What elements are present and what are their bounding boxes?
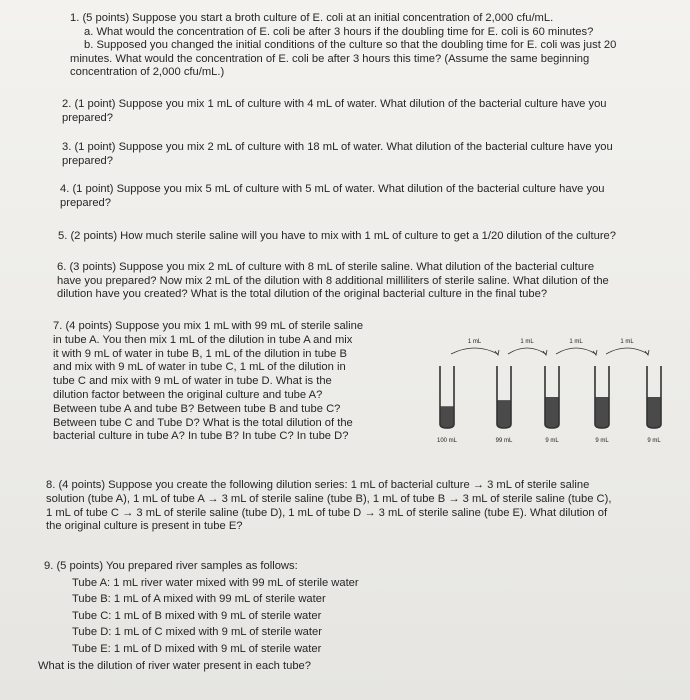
transfer-arrow-2	[508, 339, 547, 355]
q6-line3: dilution have you created? What is the total dilution of the original bacterial culture in the final tube?	[57, 288, 548, 301]
tube-liquid	[545, 397, 559, 428]
q7-line8: Between tube C and Tube D? What is the total dilution of the	[53, 416, 353, 429]
q2-line1: 2. (1 point) Suppose you mix 1 mL of culture with 4 mL of water. What dilution of the bacterial culture have you	[62, 98, 607, 110]
q7-line6: dilution factor between the original culture and tube A?	[53, 388, 323, 401]
q8-line2: solution (tube A), 1 mL of tube A → 3 mL of sterile saline (tube B), 1 mL of tube B → 3 mL of sterile saline (tube C),	[46, 492, 612, 505]
tube-5	[647, 366, 661, 444]
q8-line1: 8. (4 points) Suppose you create the following dilution series: 1 mL of bacterial culture → 3 mL of sterile saline	[46, 479, 590, 491]
tube-volume-label: 100 mL	[436, 438, 458, 444]
question-9	[38, 558, 359, 674]
arrow-curve	[451, 348, 498, 354]
question-2	[62, 98, 607, 125]
q7-line5: tube C and mix with 9 mL of water in tube D. What is the	[53, 375, 332, 388]
question-4	[60, 183, 605, 210]
q7-line2: in tube A. You then mix 1 mL of the dilution in tube A and mix	[53, 333, 353, 346]
q3-line1: 3. (1 point) Suppose you mix 2 mL of culture with 18 mL of water. What dilution of the bacterial culture have you	[62, 141, 613, 153]
q6-line2: have you prepared? Now mix 2 mL of the dilution with 8 additional milliliters of sterile saline. What dilution of the	[57, 274, 609, 287]
q1-main: 1. (5 points) Suppose you start a broth culture of E. coli at an initial concentration of 2,000 cfu/mL.	[70, 12, 554, 24]
arrow-curve	[606, 348, 648, 354]
arrow-curve	[556, 348, 596, 354]
q7-line9: bacterial culture in tube A? In tube B? In tube C? In tube D?	[53, 430, 349, 443]
tube-2	[496, 366, 513, 444]
question-6	[57, 261, 609, 302]
q6-line1: 6. (3 points) Suppose you mix 2 mL of culture with 8 mL of sterile saline. What dilution of the bacterial culture	[57, 261, 595, 273]
tube-3	[545, 366, 559, 444]
q4-line1: 4. (1 point) Suppose you mix 5 mL of culture with 5 mL of water. What dilution of the bacterial culture have you	[60, 183, 605, 195]
q1-part-b-line1: b. Supposed you changed the initial conditions of the culture so that the doubling time for E. coli was just 20	[84, 39, 617, 52]
transfer-volume-label: 1 mL	[569, 339, 583, 345]
q1-part-a: a. What would the concentration of E. coli be after 3 hours if the doubling time for E. coli is 60 minutes?	[84, 25, 594, 38]
arrow-curve	[508, 348, 546, 354]
q1-part-b-line2: minutes. What would the concentration of E. coli be after 3 hours this time? (Assume the same beginning	[70, 52, 590, 65]
q5-line1: 5. (2 points) How much sterile saline will you have to mix with 1 mL of culture to get a 1/20 dilution of the culture?	[58, 230, 616, 242]
tube-1	[437, 366, 458, 444]
transfer-volume-label: 1 mL	[467, 339, 482, 345]
tube-liquid	[595, 397, 609, 428]
q9-tube-d: Tube D: 1 mL of C mixed with 9 mL of sterile water	[72, 626, 322, 639]
tube-liquid	[440, 406, 454, 428]
q7-line3: it with 9 mL of water in tube B, 1 mL of the dilution in tube B	[53, 347, 347, 360]
tube-4	[595, 366, 609, 444]
tube-liquid	[647, 397, 661, 428]
tube-volume-label: 9 mL	[545, 438, 559, 444]
q7-line7: Between tube A and tube B? Between tube B and tube C?	[53, 402, 341, 415]
q9-last-line: What is the dilution of river water present in each tube?	[38, 659, 311, 672]
q2-line2: prepared?	[62, 111, 114, 124]
q8-line4: the original culture is present in tube E?	[46, 520, 243, 533]
transfer-arrow-3	[556, 339, 597, 355]
q9-tube-b: Tube B: 1 mL of A mixed with 99 mL of sterile water	[72, 593, 326, 606]
transfer-arrow-4	[606, 339, 649, 355]
transfer-volume-label: 1 mL	[520, 339, 534, 345]
question-5	[58, 230, 616, 244]
tube-liquid	[497, 400, 511, 428]
q9-tube-e: Tube E: 1 mL of D mixed with 9 mL of sterile water	[72, 642, 322, 655]
q9-tube-c: Tube C: 1 mL of B mixed with 9 mL of sterile water	[72, 609, 322, 622]
tube-volume-label: 99 mL	[495, 438, 513, 444]
q7-line1: 7. (4 points) Suppose you mix 1 mL with 99 mL of sterile saline	[53, 320, 364, 332]
dilution-tube-diagram	[418, 336, 680, 448]
question-8	[46, 479, 611, 534]
transfer-volume-label: 1 mL	[620, 339, 634, 345]
question-3	[62, 141, 613, 168]
q8-line3: 1 mL of tube C → 3 mL of sterile saline (tube D), 1 mL of tube D → 3 mL of sterile saline (tube E). What dilution of	[46, 506, 608, 519]
question-7	[53, 320, 403, 444]
tube-volume-label: 9 mL	[647, 438, 661, 444]
question-1	[70, 12, 616, 80]
q9-tube-a: Tube A: 1 mL river water mixed with 99 mL of sterile water	[72, 576, 359, 589]
q9-line1: 9. (5 points) You prepared river samples as follows:	[44, 560, 298, 572]
q3-line2: prepared?	[62, 154, 114, 167]
q1-part-b-line3: concentration of 2,000 cfu/mL.)	[70, 66, 225, 79]
q4-line2: prepared?	[60, 196, 112, 209]
tube-volume-label: 9 mL	[595, 438, 609, 444]
q7-line4: and mix with 9 mL of water in tube C, 1 mL of the dilution in	[53, 361, 346, 374]
transfer-arrow-1	[451, 339, 499, 355]
